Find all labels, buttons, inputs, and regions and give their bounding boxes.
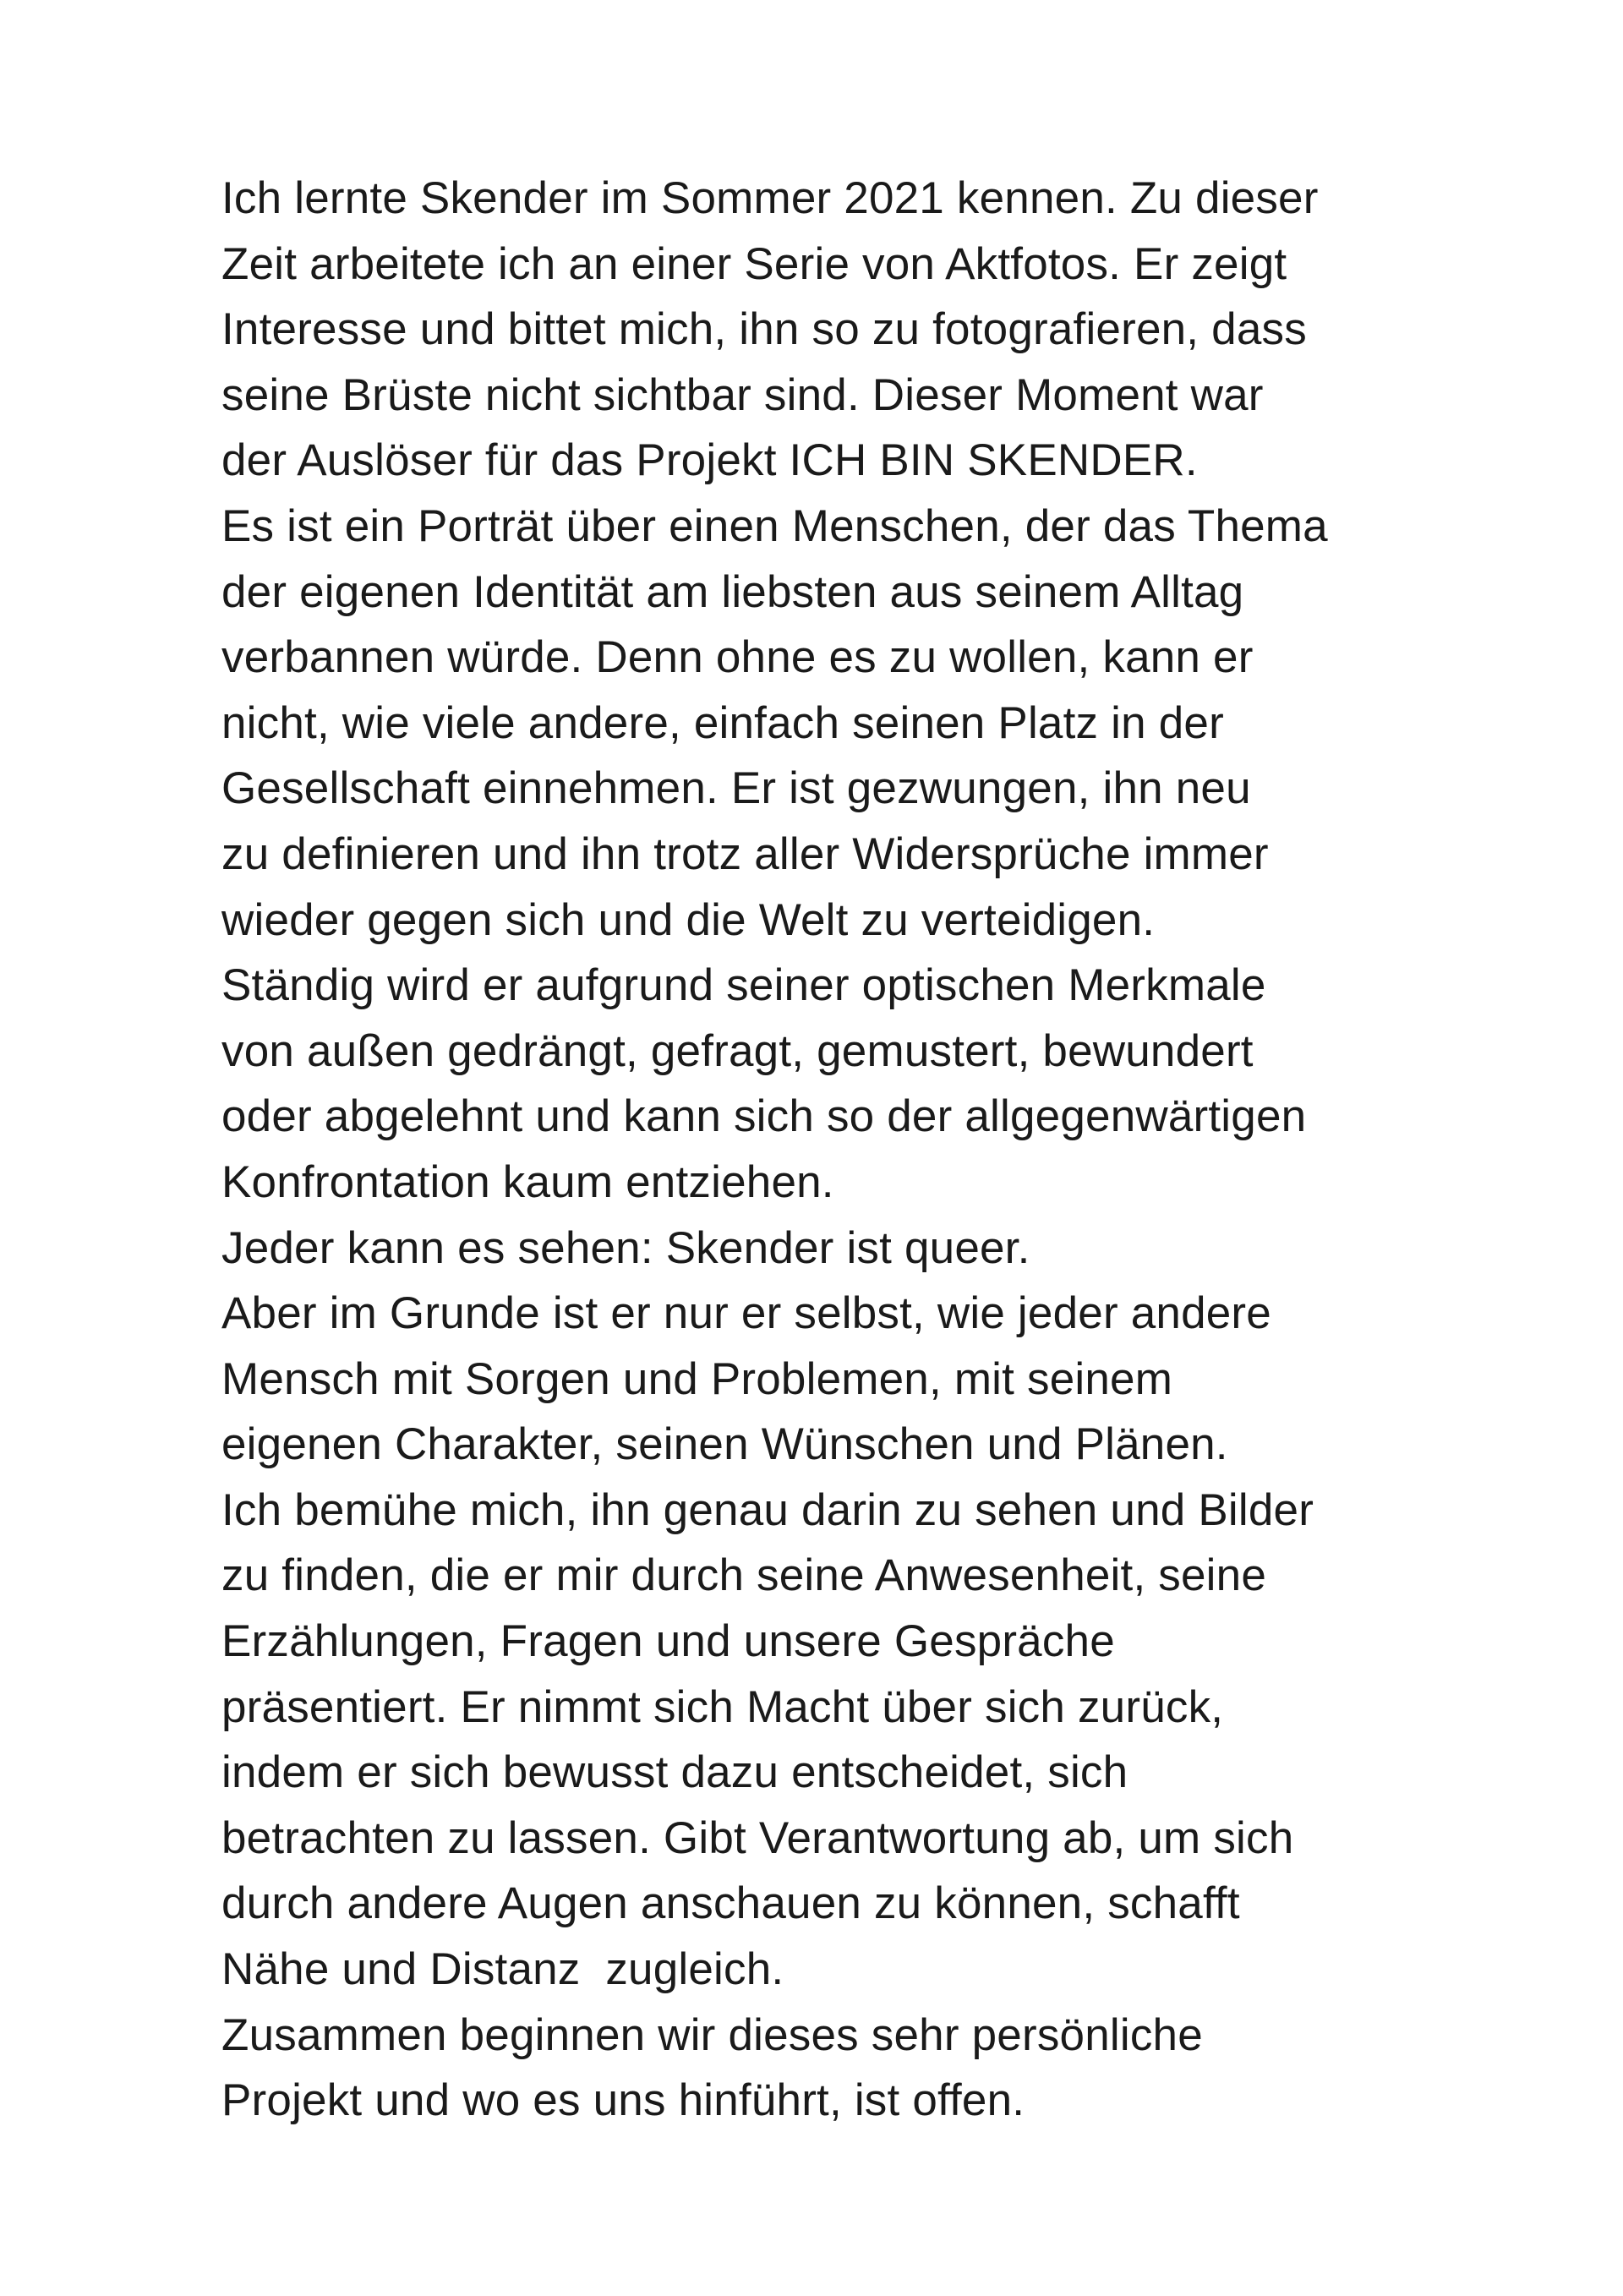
text-line: Gesellschaft einnehmen. Er ist gezwungen, ihn neu — [221, 763, 1251, 814]
text-line: Interesse und bittet mich, ihn so zu fotografieren, dass — [221, 304, 1307, 355]
text-line: Ich lernte Skender im Sommer 2021 kennen. Zu dieser — [221, 173, 1319, 223]
text-line: Es ist ein Porträt über einen Menschen, der das Thema — [221, 500, 1328, 551]
text-line: von außen gedrängt, gefragt, gemustert, bewundert — [221, 1025, 1254, 1076]
text-line: Projekt und wo es uns hinführt, ist offen. — [221, 2075, 1025, 2126]
text-line: wieder gegen sich und die Welt zu verteidigen. — [221, 894, 1156, 945]
text-line: Jeder kann es sehen: Skender ist queer. — [221, 1222, 1030, 1273]
text-line: Ständig wird er aufgrund seiner optischen Merkmale — [221, 960, 1266, 1011]
text-line: der Auslöser für das Projekt ICH BIN SKENDER. — [221, 435, 1198, 486]
text-line: präsentiert. Er nimmt sich Macht über sich zurück, — [221, 1681, 1224, 1732]
text-line: Ich bemühe mich, ihn genau darin zu sehen und Bilder — [221, 1484, 1314, 1535]
text-line: verbannen würde. Denn ohne es zu wollen, kann er — [221, 632, 1254, 683]
text-line: durch andere Augen anschauen zu können, schafft — [221, 1878, 1240, 1929]
text-line: der eigenen Identität am liebsten aus seinem Alltag — [221, 566, 1244, 617]
text-line: oder abgelehnt und kann sich so der allgegenwärtigen — [221, 1091, 1307, 1142]
text-line: Erzählungen, Fragen und unsere Gespräche — [221, 1616, 1115, 1667]
body-text — [221, 166, 1506, 2134]
text-line: Zusammen beginnen wir dieses sehr persönliche — [221, 2009, 1203, 2060]
text-line: indem er sich bewusst dazu entscheidet, sich — [221, 1747, 1128, 1798]
text-line: zu definieren und ihn trotz aller Widersprüche immer — [221, 828, 1269, 879]
text-line: seine Brüste nicht sichtbar sind. Dieser Moment war — [221, 369, 1264, 420]
text-line: Zeit arbeitete ich an einer Serie von Aktfotos. Er zeigt — [221, 238, 1287, 289]
text-line: betrachten zu lassen. Gibt Verantwortung ab, um sich — [221, 1812, 1294, 1863]
text-line: zu finden, die er mir durch seine Anwesenheit, seine — [221, 1550, 1266, 1601]
text-line: Mensch mit Sorgen und Problemen, mit seinem — [221, 1353, 1173, 1404]
text-line: nicht, wie viele andere, einfach seinen Platz in der — [221, 697, 1224, 748]
text-line: Nähe und Distanz zugleich. — [221, 1944, 784, 1995]
text-line: eigenen Charakter, seinen Wünschen und Plänen. — [221, 1419, 1228, 1470]
text-line: Konfrontation kaum entziehen. — [221, 1156, 834, 1207]
text-line: Aber im Grunde ist er nur er selbst, wie jeder andere — [221, 1288, 1271, 1339]
